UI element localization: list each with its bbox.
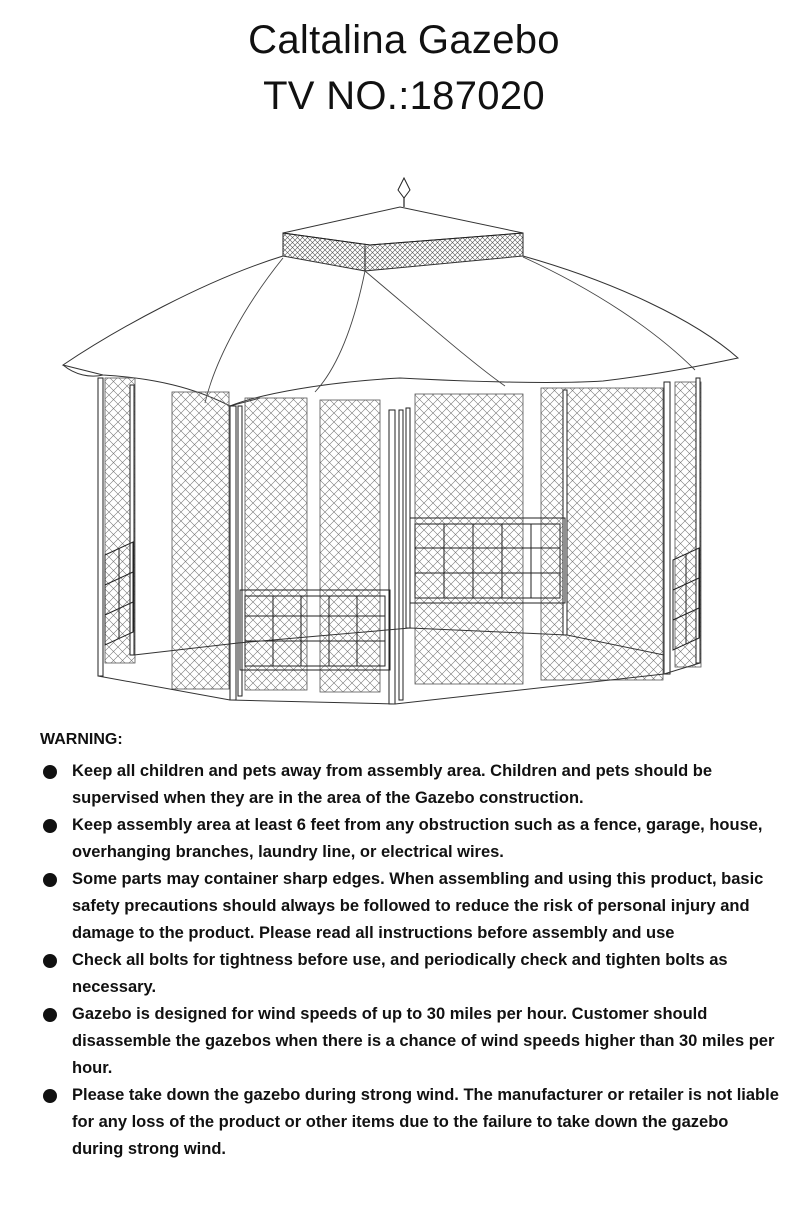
finial	[398, 178, 410, 207]
bullet-icon	[43, 873, 57, 887]
gazebo-roof	[63, 256, 738, 406]
document-title: Caltalina Gazebo	[248, 18, 560, 62]
warning-item-text: Some parts may container sharp edges. When assembling and using this product, basic safety precautions should always be followed to reduce the risk of personal injury and damage to the product. Please read all instructions before assembly and use	[72, 870, 764, 942]
warning-item	[40, 1082, 780, 1163]
warning-item-text: Keep all children and pets away from assembly area. Children and pets should be supervised when they are in the area of the Gazebo construction.	[72, 762, 713, 807]
warning-item-text: Check all bolts for tightness before use, and periodically check and tighten bolts as necessary.	[72, 951, 728, 996]
warning-item-text: Gazebo is designed for wind speeds of up to 30 miles per hour. Customer should disassemble the gazebos when there is a chance of wind speeds higher than 30 miles per hour.	[72, 1005, 775, 1077]
warning-section	[40, 730, 780, 1163]
warning-item	[40, 1001, 780, 1082]
bullet-icon	[43, 1008, 57, 1022]
warning-item	[40, 947, 780, 1001]
warning-item-text: Please take down the gazebo during strong wind. The manufacturer or retailer is not liable for any loss of the product or other items due to the failure to take down the gazebo during strong wind.	[72, 1086, 779, 1158]
model-number: TV NO.:187020	[263, 74, 545, 118]
warning-list	[40, 758, 780, 1163]
warning-item	[40, 758, 780, 812]
warning-item	[40, 866, 780, 947]
warning-heading: WARNING:	[40, 731, 123, 748]
bullet-icon	[43, 819, 57, 833]
bullet-icon	[43, 954, 57, 968]
gazebo-illustration	[55, 170, 755, 715]
bullet-icon	[43, 1089, 57, 1103]
bullet-icon	[43, 765, 57, 779]
warning-item	[40, 812, 780, 866]
warning-item-text: Keep assembly area at least 6 feet from any obstruction such as a fence, garage, house, overhanging branches, laundry line, or electrical wires.	[72, 816, 763, 861]
